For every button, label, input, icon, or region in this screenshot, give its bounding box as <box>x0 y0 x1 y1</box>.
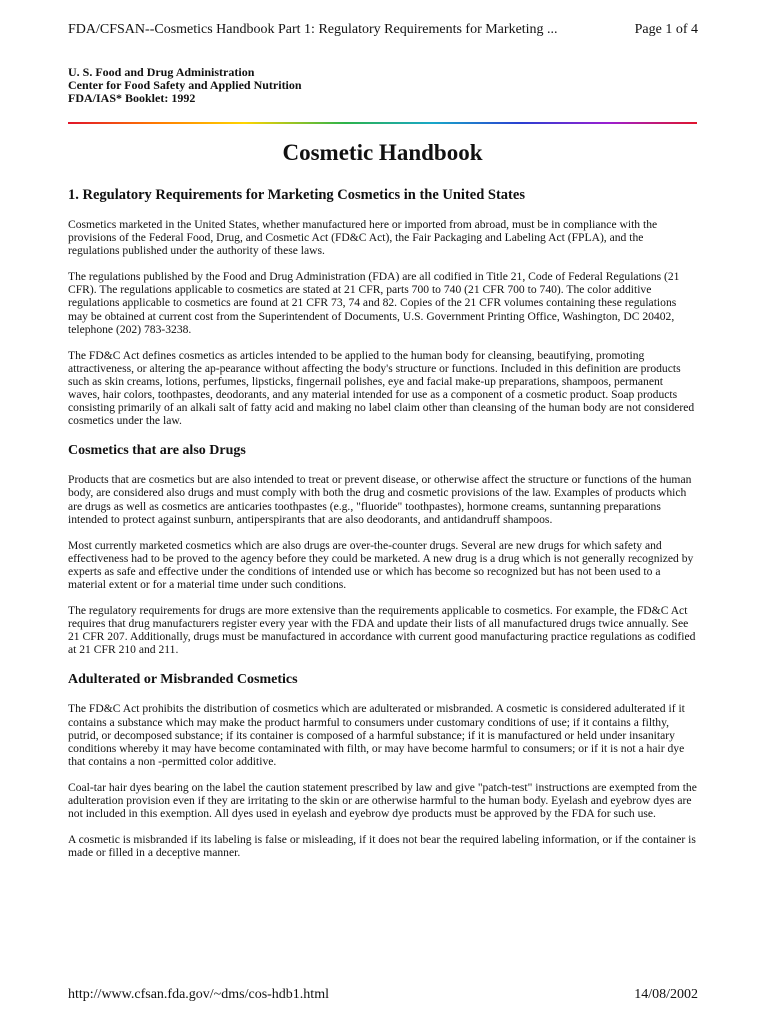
rainbow-divider <box>68 122 697 124</box>
paragraph: The regulations published by the Food and Drug Administration (FDA) are all codified in Title 21, Code of Federal Regulations (21 CFR). The regulations applicable to cosmetics are stated at 21 CFR, parts 700 to 740 (21 CFR 700 to 740). The color additive regulations applicable to cosmetics are found at 21 CFR 73, 74 and 82. Copies of the 21 CFR volumes containing these regulations may be obtained at current cost from the Superintendent of Documents, U.S. Government Printing Office, Washington, DC 20402, telephone (202) 783-3238. <box>68 270 680 336</box>
paragraph: Coal-tar hair dyes bearing on the label the caution statement prescribed by law and give "patch-test" instructions are exempted from the adulteration provision even if they are irritating to the skin or are otherwise harmful to the human body. Eyelash and eyebrow dyes are not included in this exemption. All dyes used in eyelash and eyebrow dye products must be approved by the FDA for such use. <box>68 780 697 821</box>
document-title: Cosmetic Handbook <box>282 140 483 165</box>
agency-line-2: Center for Food Safety and Applied Nutrition <box>68 78 302 92</box>
page-header-title: FDA/CFSAN--Cosmetics Handbook Part 1: Regulatory Requirements for Marketing ... <box>68 22 558 37</box>
page-number: Page 1 of 4 <box>634 22 698 37</box>
agency-line-1: U. S. Food and Drug Administration <box>68 65 255 79</box>
paragraph: A cosmetic is misbranded if its labeling is false or misleading, if it does not bear the required labeling information, or if the container is made or filled in a deceptive manner. <box>68 833 696 860</box>
section-heading-cosmetics-also-drugs: Cosmetics that are also Drugs <box>68 443 246 459</box>
paragraph: Products that are cosmetics but are also intended to treat or prevent disease, or otherwise affect the structure or functions of the human body, are considered also drugs and must comply with both the drug and cosmetic provisions of the law. Examples of products which are drugs as well as cosmetics are anticaries toothpastes (e.g., "fluoride" toothpastes), hormone creams, suntanning preparations intended to protect against sunburn, antiperspirants that are also deodorants, and antidandruff shampoos. <box>68 473 692 526</box>
section-heading-regulatory-requirements: 1. Regulatory Requirements for Marketing Cosmetics in the United States <box>68 187 525 203</box>
paragraph: The FD&C Act defines cosmetics as articles intended to be applied to the human body for cleansing, beautifying, promoting attractiveness, or altering the ap-pearance without affecting the body's structure or functions. Included in this definition are products such as skin creams, lotions, perfumes, lipsticks, fingernail polishes, eye and facial make-up preparations, shampoos, permanent waves, hair colors, toothpastes, deodorants, and any material intended for use as a component of a cosmetic product. Soap products consisting primarily of an alkali salt of fatty acid and making no label claim other than cleansing of the human body are not considered cosmetics under the law. <box>68 348 695 428</box>
paragraph: Most currently marketed cosmetics which are also drugs are over-the-counter drugs. Several are new drugs for which safety and effectiveness had to be proved to the agency before they could be marketed. A new drug is a drug which is not generally recognized by experts as safe and effective under the conditions of intended use or which has become so recognized but has not been used to a material extent or for a material time under such conditions. <box>68 538 694 591</box>
agency-block <box>68 66 302 105</box>
paragraph: The regulatory requirements for drugs are more extensive than the requirements applicable to cosmetics. For example, the FD&C Act requires that drug manufacturers register every year with the FDA and update their lists of all manufactured drugs twice annually. See 21 CFR 207. Additionally, drugs must be manufactured in accordance with current good manufacturing practice regulations as codified at 21 CFR 210 and 211. <box>68 604 696 657</box>
source-url: http://www.cfsan.fda.gov/~dms/cos-hdb1.html <box>68 987 329 1002</box>
paragraph: Cosmetics marketed in the United States, whether manufactured here or imported from abroad, must be in compliance with the provisions of the Federal Food, Drug, and Cosmetic Act (FD&C Act), the Fair Packaging and Labeling Act (FPLA), and the regulations published under the authority of these laws. <box>68 218 658 258</box>
print-date: 14/08/2002 <box>634 987 698 1002</box>
paragraph: The FD&C Act prohibits the distribution of cosmetics which are adulterated or misbranded. A cosmetic is considered adulterated if it contains a substance which may make the product harmful to consumers under customary conditions of use; if it contains a filthy, putrid, or decomposed substance; if its container is composed of a harmful substance; if it is manufactured or held under insanitary conditions whereby it may have become contaminated with filth, or may have become harmful to consumers; or if it is not a hair dye that contains a non -permitted color additive. <box>68 702 685 768</box>
section-heading-adulterated-misbranded: Adulterated or Misbranded Cosmetics <box>68 672 298 688</box>
document-body <box>68 186 697 872</box>
agency-line-3: FDA/IAS* Booklet: 1992 <box>68 91 196 105</box>
